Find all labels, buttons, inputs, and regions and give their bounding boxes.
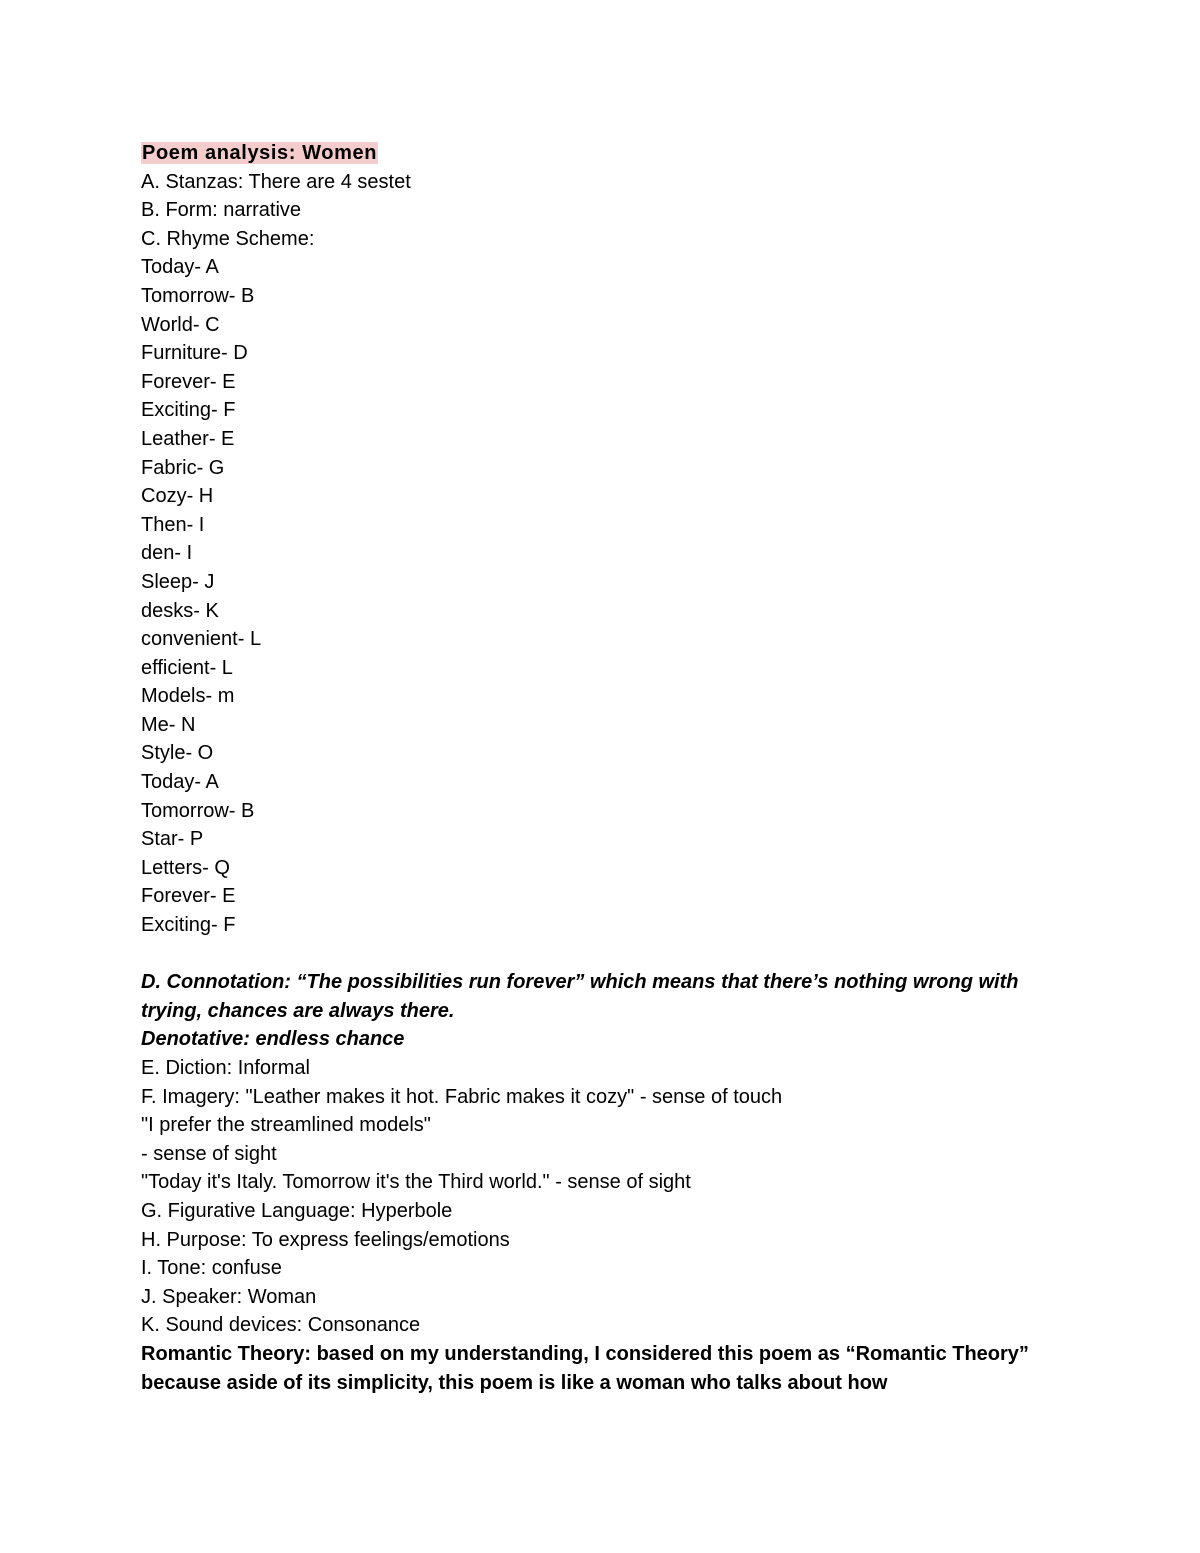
romantic-theory-paragraph: Romantic Theory: based on my understanding, I considered this poem as “Romantic Theory” because aside of its simplicity, this poem is like a woman who talks about how bbox=[141, 1342, 1029, 1394]
rhyme-scheme-item: Forever- E bbox=[141, 370, 236, 393]
imagery-quote-line: "I prefer the streamlined models" bbox=[141, 1114, 431, 1137]
rhyme-scheme-heading: C. Rhyme Scheme: bbox=[141, 227, 315, 250]
rhyme-scheme-item: World- C bbox=[141, 313, 220, 336]
blank-line bbox=[141, 940, 1061, 969]
rhyme-scheme-item: Today- A bbox=[141, 771, 219, 794]
rhyme-scheme-item: Models- m bbox=[141, 685, 235, 708]
tone-line: I. Tone: confuse bbox=[141, 1257, 282, 1280]
rhyme-scheme-item: Letters- Q bbox=[141, 856, 230, 879]
rhyme-scheme-item: Leather- E bbox=[141, 427, 235, 450]
rhyme-scheme-item: Cozy- H bbox=[141, 485, 214, 508]
rhyme-scheme-item: Fabric- G bbox=[141, 456, 225, 479]
denotative-line: Denotative: endless chance bbox=[141, 1028, 405, 1051]
rhyme-scheme-item: Furniture- D bbox=[141, 342, 248, 365]
purpose-line: H. Purpose: To express feelings/emotions bbox=[141, 1228, 510, 1251]
form-line: B. Form: narrative bbox=[141, 199, 302, 222]
stanzas-line: A. Stanzas: There are 4 sestet bbox=[141, 170, 411, 193]
rhyme-scheme-item: Today- A bbox=[141, 256, 219, 279]
rhyme-scheme-item: Exciting- F bbox=[141, 914, 236, 937]
rhyme-scheme-item: Star- P bbox=[141, 828, 204, 851]
rhyme-scheme-item: den- I bbox=[141, 542, 193, 565]
diction-line: E. Diction: Informal bbox=[141, 1057, 310, 1079]
rhyme-scheme-item: Forever- E bbox=[141, 885, 236, 908]
rhyme-scheme-list bbox=[141, 253, 1061, 939]
rhyme-scheme-item: efficient- L bbox=[141, 656, 233, 679]
sound-devices-line: K. Sound devices: Consonance bbox=[141, 1314, 421, 1337]
rhyme-scheme-item: Tomorrow- B bbox=[141, 284, 255, 307]
rhyme-scheme-item: desks- K bbox=[141, 599, 219, 622]
rhyme-scheme-item: Tomorrow- B bbox=[141, 799, 255, 822]
speaker-line: J. Speaker: Woman bbox=[141, 1285, 317, 1308]
rhyme-scheme-item: Style- O bbox=[141, 742, 214, 765]
figurative-language-line: G. Figurative Language: Hyperbole bbox=[141, 1199, 453, 1222]
imagery-line: F. Imagery: "Leather makes it hot. Fabric makes it cozy" - sense of touch bbox=[141, 1085, 783, 1108]
page-title bbox=[141, 139, 1061, 168]
rhyme-scheme-item: Then- I bbox=[141, 513, 205, 536]
title-highlight: Poem analysis: Women bbox=[142, 142, 378, 164]
imagery-sense-line: - sense of sight bbox=[141, 1142, 277, 1165]
connotation-paragraph: D. Connotation: “The possibilities run forever” which means that there’s nothing wrong with trying, chances are always there. bbox=[141, 971, 1019, 1022]
rhyme-scheme-item: Me- N bbox=[141, 713, 196, 736]
document-page bbox=[141, 139, 1061, 1397]
rhyme-scheme-item: Exciting- F bbox=[141, 399, 236, 422]
imagery-third-line: "Today it's Italy. Tomorrow it's the Third world." - sense of sight bbox=[141, 1171, 691, 1194]
rhyme-scheme-item: Sleep- J bbox=[141, 570, 215, 593]
rhyme-scheme-item: convenient- L bbox=[141, 628, 262, 651]
